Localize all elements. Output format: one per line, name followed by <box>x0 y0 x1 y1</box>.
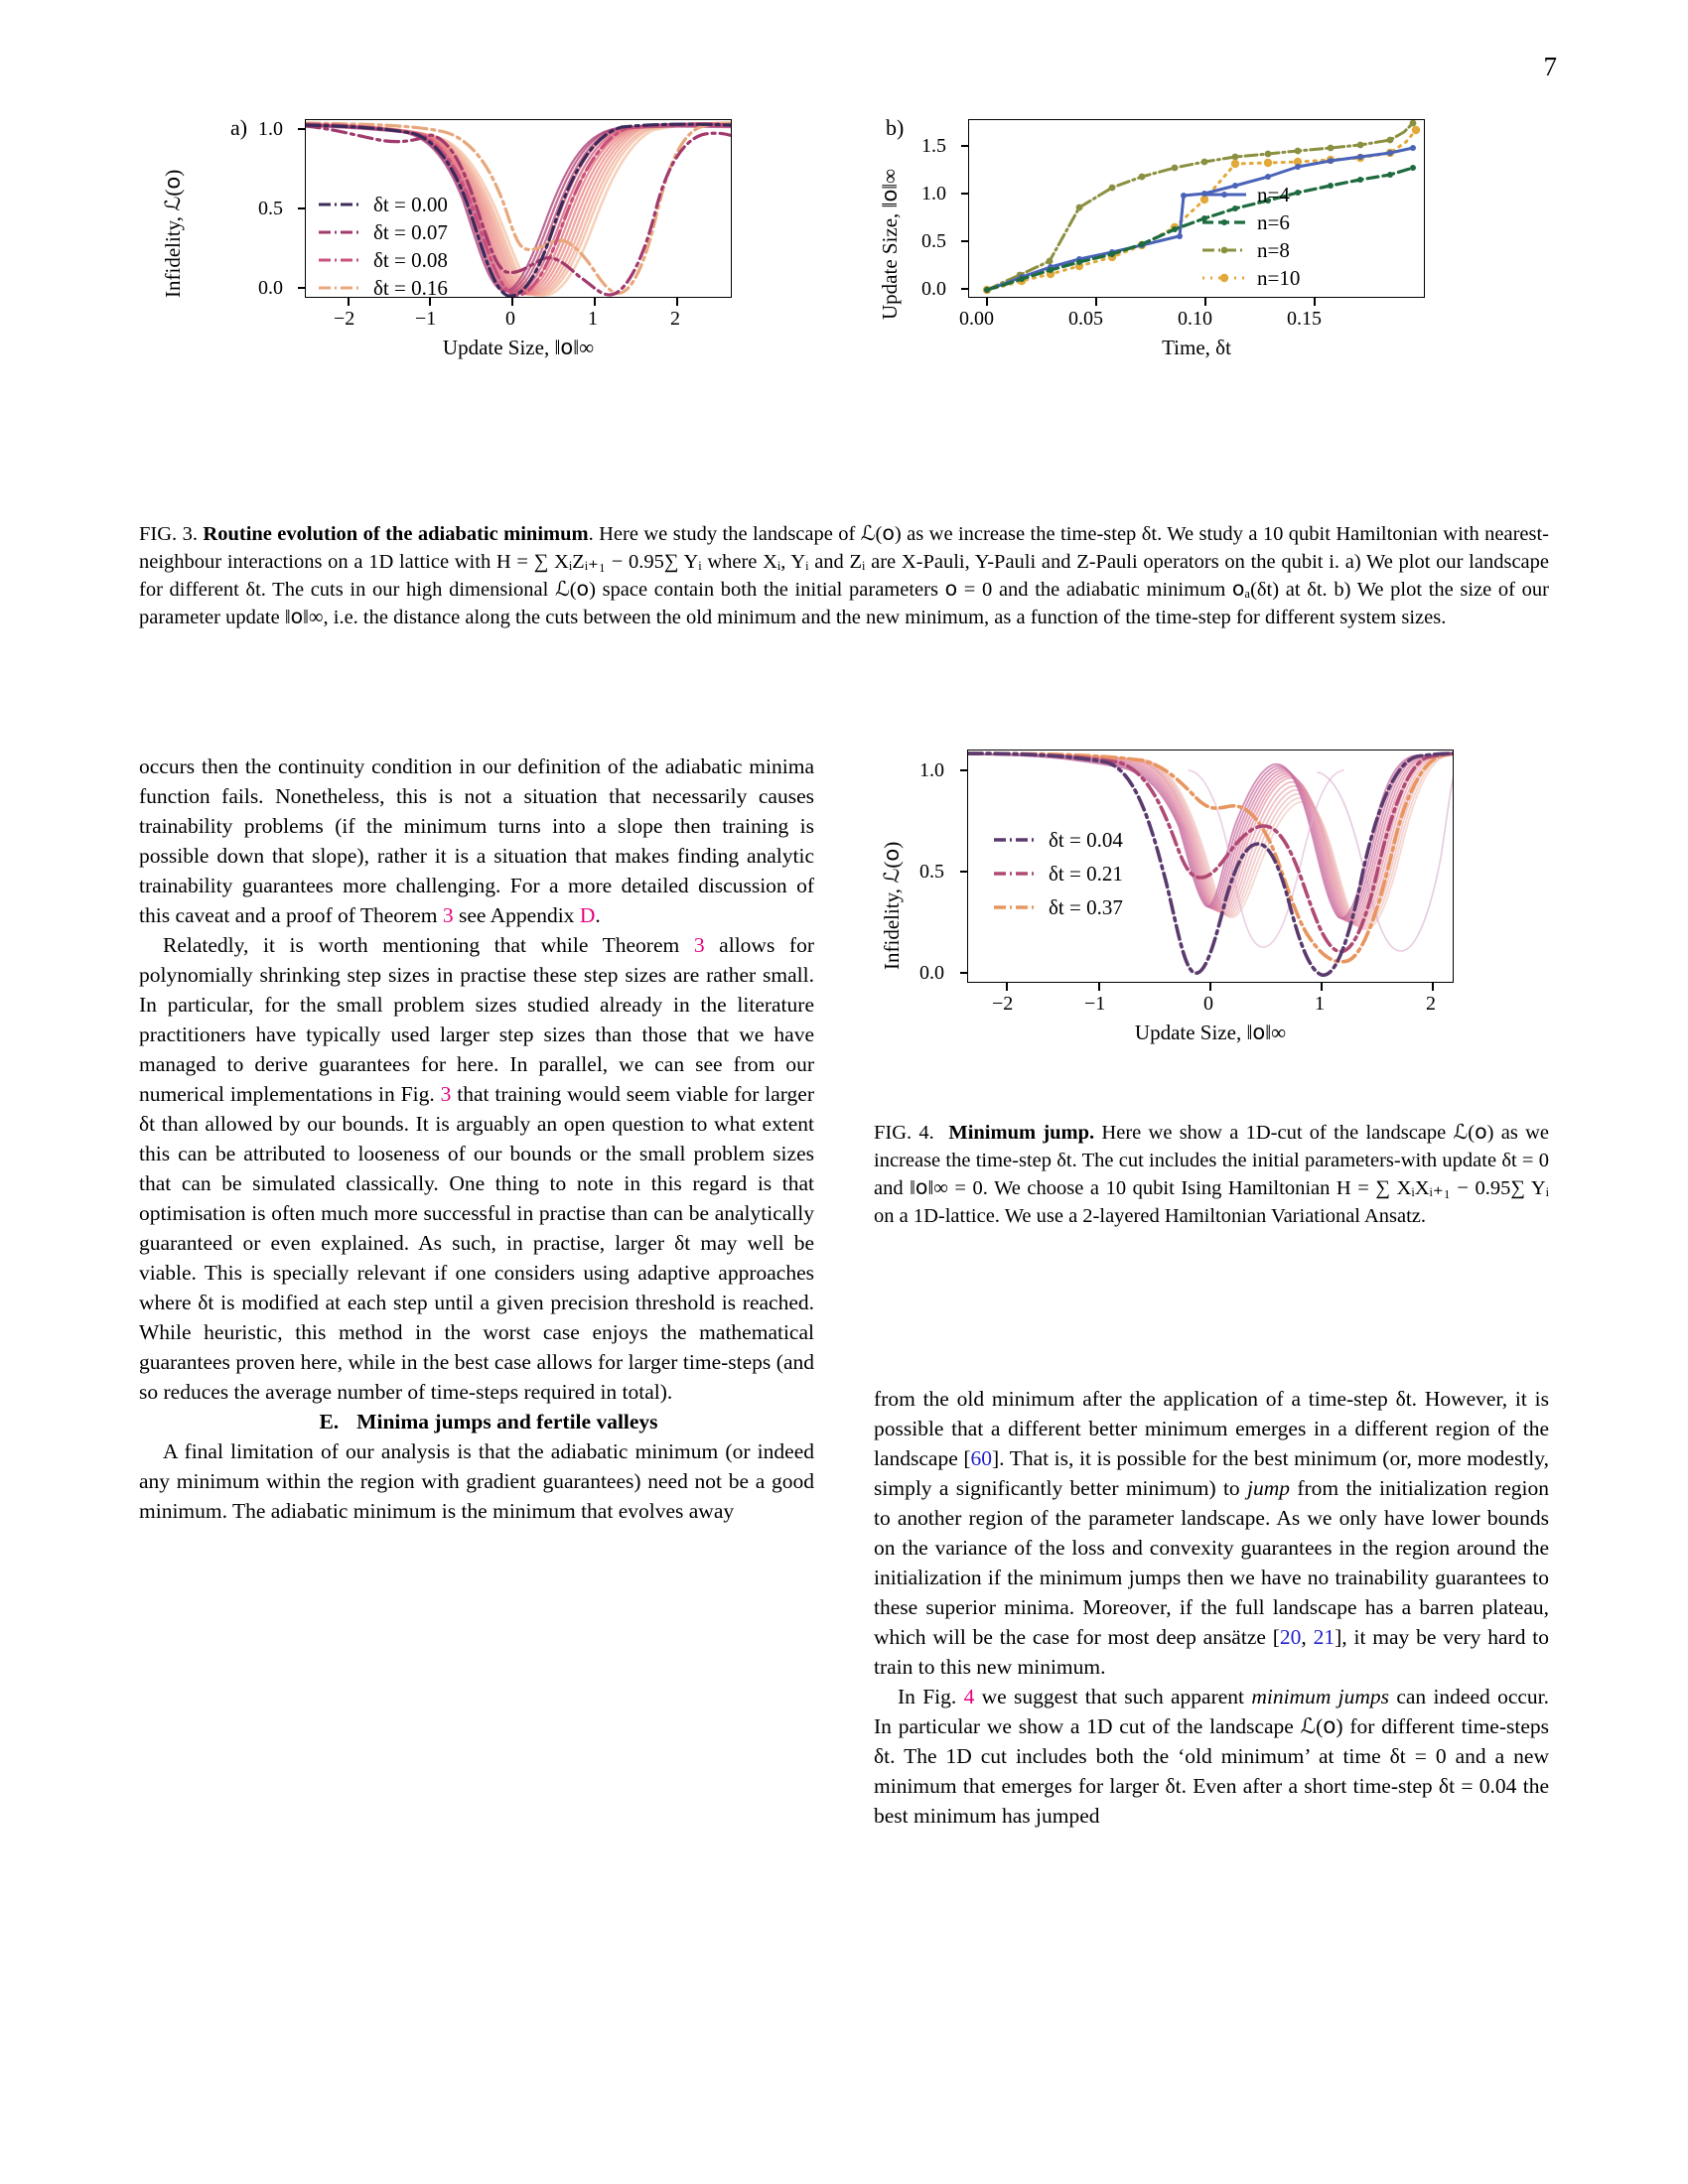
figure-4-legend <box>993 823 1123 924</box>
panel-b-plot <box>969 120 1425 298</box>
emphasis-minimum-jumps: minimum jumps <box>1251 1684 1390 1708</box>
legend-item-dt-007 <box>318 218 448 246</box>
figure-ref-4[interactable]: 4 <box>963 1684 975 1708</box>
right-para-1-text-c: from the initialization region to another region of the parameter landscape. As we only have lower bounds on the variance of the loss and convexity guarantees in the region around the initialization if the minimum jumps then we have no trainability guarantees to these superior minima. Moreover, if the full landscape has a barren plateau, which will be the case for most deep ansätze [ <box>874 1475 1549 1649</box>
figure-4-xlabel: Update Size, ‖𝗈‖∞ <box>1134 1021 1287 1044</box>
legend-label: n=10 <box>1257 265 1301 290</box>
panel-b-ytick-1: 1.0 <box>921 183 946 205</box>
legend-line-icon <box>1201 187 1247 203</box>
figure-4 <box>874 740 1549 1044</box>
panel-b-ytick-mark-3 <box>961 288 968 290</box>
citation-ref-60[interactable]: 60 <box>970 1445 992 1470</box>
panel-a-xtick-mark-3 <box>594 298 596 306</box>
citation-ref-21[interactable]: 21 <box>1313 1624 1336 1649</box>
figure-3-caption-body: . Here we study the landscape of ℒ(𝗈) as we increase the time-step δt. We study a 10 qubit Hamiltonian with nearest-neighbour interactions on a 1D lattice with H = ∑ XᵢZᵢ₊₁ − 0.95∑ Yᵢ where Xᵢ, Yᵢ and Zᵢ are X-Pauli, Y-Pauli and Z-Pauli operators on the qubit i. a) We plot our landscape for different δt. The cuts in our high dimensional ℒ(𝗈) space contain both the initial parameters 𝗈 = 0 and the adiabatic minimum 𝗈ₐ(δt) at δt. b) We plot the size of our parameter update ‖𝗈‖∞, i.e. the distance along the cuts between the old minimum and the new minimum, as a function of the time-step for different system sizes. <box>139 523 1550 628</box>
left-para-1-text: occurs then the continuity condition in our definition of the adiabatic minima function fails. Nonetheless, this is not a situation that necessarily causes trainability problems (if the minimum turns into a slope then training is possible down that slope), rather it is a situation that makes finding analytic trainability guarantees more challenging. For a more detailed discussion of this caveat and a proof of Theorem <box>139 754 814 927</box>
figure-4-xtick-3: 1 <box>1315 993 1325 1015</box>
legend-label: n=8 <box>1257 237 1290 262</box>
figure-4-ytick-0: 1.0 <box>919 759 944 781</box>
legend-item-dt-021 <box>993 857 1123 890</box>
theorem-ref-3[interactable]: 3 <box>442 902 454 927</box>
legend-line-icon <box>318 197 363 212</box>
figure-ref-3[interactable]: 3 <box>440 1081 452 1106</box>
figure-4-ytick-mark-1 <box>960 871 967 873</box>
panel-b-xtick-0: 0.00 <box>959 308 994 330</box>
panel-a-xtick-0: −2 <box>334 308 355 330</box>
figure-3-panel-a <box>139 109 774 359</box>
panel-b-ytick-mark-0 <box>961 145 968 147</box>
panel-a-ytick-mark-2 <box>298 287 305 289</box>
right-para-1-text-d: ], it may be very hard to train to this new minimum. <box>874 1624 1550 1679</box>
section-number: E. <box>319 1409 340 1433</box>
legend-label: δt = 0.16 <box>373 275 448 300</box>
figure-4-caption-label: FIG. 4. <box>874 1122 934 1144</box>
left-para-1-text-b: see Appendix <box>453 902 580 927</box>
figure-3-caption-label: FIG. 3. <box>139 523 198 545</box>
figure-3-caption-title: Routine evolution of the adiabatic minimum <box>203 523 589 545</box>
legend-line-icon <box>993 899 1039 915</box>
panel-a-ytick-mark-0 <box>298 128 305 130</box>
right-para-2-text-c: can indeed occur. In particular we show a 1D cut of the landscape ℒ(𝗈) for different time-steps δt. The 1D cut includes both the ‘old minimum’ at time δt = 0 and a new minimum that emerges for larger δt. Even after a short time-step δt = 0.04 the best minimum has jumped <box>874 1684 1549 1828</box>
panel-b-tag: b) <box>886 115 905 140</box>
panel-b-axes <box>968 119 1425 298</box>
panel-b-ytick-3: 0.0 <box>921 278 946 300</box>
panel-b-legend <box>1201 181 1300 292</box>
page-number: 7 <box>1543 52 1557 81</box>
figure-4-ytick-mark-2 <box>960 972 967 974</box>
panel-a-xtick-1: −1 <box>415 308 437 330</box>
figure-4-xtick-mark-3 <box>1321 983 1323 991</box>
figure-4-ytick-mark-0 <box>960 769 967 771</box>
panel-a-ylabel: Infidelity, ℒ(𝗈) <box>161 169 185 298</box>
panel-b-xtick-3: 0.15 <box>1287 308 1322 330</box>
right-column <box>874 1385 1549 1832</box>
panel-a-legend <box>318 191 448 302</box>
legend-line-icon <box>1201 270 1247 286</box>
left-column <box>139 752 814 1527</box>
left-para-2-text-c: that training would seem viable for larger δt than allowed by our bounds. It is arguably an open question to what extent this can be attributed to looseness of our bounds or the small problem sizes that can be simulated classically. One thing to note in this regard is that optimisation is often much more successful in practise than can be analytically guaranteed or even explained. As such, in practise, larger δt may well be viable. This is specially relevant if one considers using adaptive approaches where δt is modified at each step until a given precision threshold is reached. While heuristic, this method in the worst case enjoys the mathematical guarantees proven here, while in the best case allows for larger time-steps (and so reduces the average number of time-steps required in total). <box>139 1081 814 1404</box>
panel-b-ytick-0: 1.5 <box>921 135 946 157</box>
figure-3 <box>139 109 1549 359</box>
legend-item-dt-000 <box>318 191 448 218</box>
legend-label: δt = 0.37 <box>1049 894 1123 919</box>
right-para-2-text-b: we suggest that such apparent <box>974 1684 1252 1708</box>
figure-4-xtick-2: 0 <box>1203 993 1213 1015</box>
panel-a-xtick-mark-4 <box>676 298 678 306</box>
legend-item-n8 <box>1201 236 1300 264</box>
legend-label: δt = 0.00 <box>373 192 448 216</box>
legend-item-n10 <box>1201 264 1300 292</box>
legend-label: δt = 0.08 <box>373 247 448 272</box>
legend-line-icon <box>1201 214 1247 230</box>
legend-item-dt-008 <box>318 246 448 274</box>
left-para-3: A final limitation of our analysis is that the adiabatic minimum (or indeed any minimum within the region with gradient guarantees) need not be a good minimum. The adiabatic minimum is the minimum that evolves away <box>139 1438 814 1523</box>
left-para-1-text-c: . <box>595 902 601 927</box>
legend-label: n=4 <box>1257 182 1290 206</box>
figure-4-ytick-1: 0.5 <box>919 861 944 883</box>
panel-b-xtick-2: 0.10 <box>1178 308 1212 330</box>
legend-line-icon <box>318 252 363 268</box>
figure-4-caption-title: Minimum jump. <box>948 1122 1095 1144</box>
left-para-1 <box>139 752 814 931</box>
legend-item-dt-004 <box>993 823 1123 857</box>
panel-b-ytick-mark-1 <box>961 193 968 195</box>
legend-item-dt-037 <box>993 890 1123 924</box>
legend-label: δt = 0.07 <box>373 219 448 244</box>
figure-4-xtick-mark-1 <box>1098 983 1100 991</box>
emphasis-jump: jump <box>1247 1475 1290 1500</box>
figure-4-xtick-mark-0 <box>1006 983 1008 991</box>
panel-a-xtick-2: 0 <box>505 308 515 330</box>
panel-a-ytick-2: 0.0 <box>258 277 283 299</box>
figure-3-panel-b <box>874 109 1549 359</box>
legend-label: δt = 0.04 <box>1049 827 1123 852</box>
legend-label: n=6 <box>1257 209 1290 234</box>
panel-a-xtick-3: 1 <box>588 308 598 330</box>
legend-line-icon <box>318 224 363 240</box>
figure-4-xtick-mark-2 <box>1209 983 1211 991</box>
legend-item-n4 <box>1201 181 1300 208</box>
legend-line-icon <box>318 280 363 296</box>
panel-b-xtick-mark-1 <box>1095 298 1097 306</box>
figure-4-xtick-0: −2 <box>992 993 1014 1015</box>
legend-item-dt-016 <box>318 274 448 302</box>
panel-a-tag: a) <box>230 115 248 140</box>
panel-a-ytick-0: 1.0 <box>258 118 283 140</box>
citation-separator: , <box>1301 1624 1314 1649</box>
panel-b-xtick-mark-2 <box>1204 298 1206 306</box>
right-para-2 <box>874 1683 1549 1832</box>
figure-4-ytick-2: 0.0 <box>919 962 944 984</box>
right-para-1-text: from the old minimum after the application of a time-step δt. However, it is possible that a different better minimum emerges in a different region of the landscape [ <box>874 1387 1549 1470</box>
figure-4-xtick-mark-4 <box>1432 983 1434 991</box>
panel-b-ytick-2: 0.5 <box>921 230 946 252</box>
panel-b-ylabel: Update Size, ‖𝗈‖∞ <box>878 168 902 320</box>
legend-line-icon <box>993 866 1039 882</box>
section-title: Minima jumps and fertile valleys <box>356 1409 658 1433</box>
right-para-2-text: In Fig. <box>898 1684 964 1708</box>
panel-b-xtick-mark-3 <box>1314 298 1316 306</box>
panel-a-ytick-mark-1 <box>298 207 305 209</box>
panel-a-xlabel: Update Size, ‖𝗈‖∞ <box>442 336 595 359</box>
section-heading-e <box>139 1408 814 1437</box>
left-para-2-text-b: allows for polynomially shrinking step sizes in practise these step sizes are rather small. In particular, for the small problem sizes studied already in the literature practitioners have typically used larger step sizes than those that we have managed to derive guarantees for here. In parallel, we can see from our numerical implementations in Fig. <box>139 932 814 1106</box>
figure-4-xtick-1: −1 <box>1084 993 1106 1015</box>
figure-4-caption <box>874 1120 1549 1231</box>
legend-line-icon <box>1201 242 1247 258</box>
citation-ref-20[interactable]: 20 <box>1279 1624 1302 1649</box>
figure-3-caption <box>139 521 1549 632</box>
panel-a-xtick-mark-2 <box>511 298 513 306</box>
appendix-ref-d[interactable]: D <box>579 902 596 927</box>
panel-a-ytick-1: 0.5 <box>258 198 283 219</box>
figure-4-xtick-4: 2 <box>1426 993 1436 1015</box>
left-para-2-text: Relatedly, it is worth mentioning that while Theorem <box>163 932 694 957</box>
left-para-2 <box>139 931 814 1408</box>
figure-4-caption-body: Here we show a 1D-cut of the landscape ℒ(𝗈) as we increase the time-step δt. The cut includes the initial parameters-with update δt = 0 and ‖𝗈‖∞ = 0. We choose a 10 qubit Ising Hamiltonian H = ∑ XᵢXᵢ₊₁ − 0.95∑ Yᵢ on a 1D-lattice. We use a 2-layered Hamiltonian Variational Ansatz. <box>874 1122 1550 1227</box>
panel-b-xlabel: Time, δt <box>1162 336 1231 359</box>
figure-4-ylabel: Infidelity, ℒ(𝗈) <box>880 841 904 970</box>
panel-b-ytick-mark-2 <box>961 240 968 242</box>
panel-a-xtick-4: 2 <box>670 308 680 330</box>
panel-b-xtick-mark-0 <box>986 298 988 306</box>
legend-line-icon <box>993 832 1039 848</box>
theorem-ref-3b[interactable]: 3 <box>693 932 705 957</box>
right-para-1-text-b: ]. That is, it is possible for the best minimum (or, more modestly, simply a significantly better minimum) to <box>874 1445 1549 1500</box>
panel-b-xtick-1: 0.05 <box>1068 308 1103 330</box>
legend-label: δt = 0.21 <box>1049 861 1123 886</box>
right-para-1 <box>874 1385 1549 1683</box>
legend-item-n6 <box>1201 208 1300 236</box>
